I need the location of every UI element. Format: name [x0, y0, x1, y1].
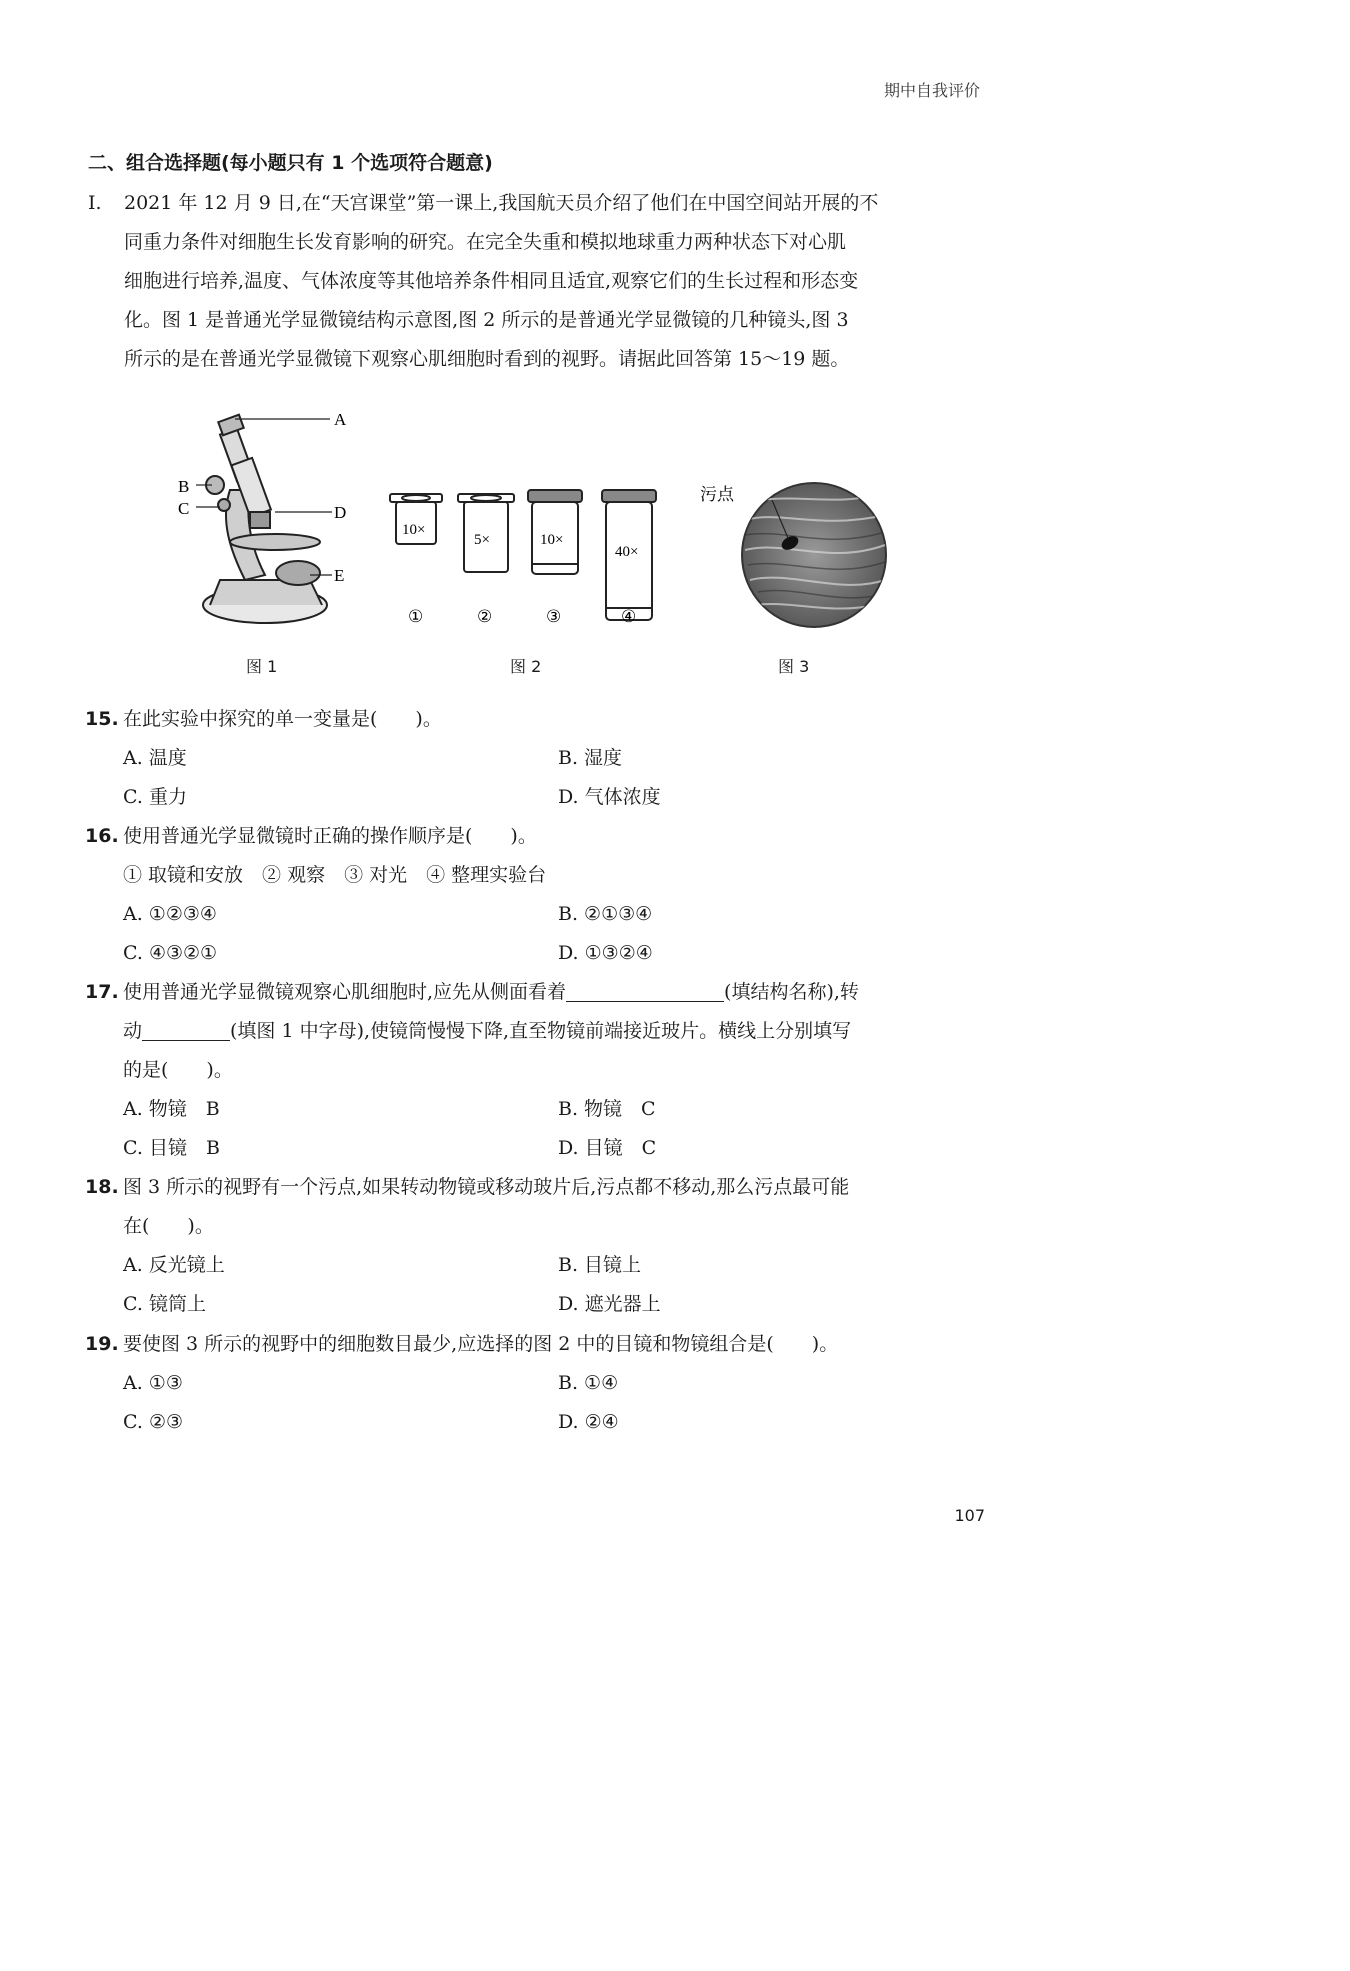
figure-1-caption: 图 1: [246, 657, 278, 676]
question-stem: 在此实验中探究的单一变量是( )。: [123, 708, 442, 730]
figure-3-caption: 图 3: [778, 657, 810, 676]
question-stem: 使用普通光学显微镜观察心肌细胞时,应先从侧面看着: [123, 981, 567, 1003]
option-c[interactable]: C. ④③②①: [123, 942, 218, 964]
lens-3-number: ③: [546, 607, 562, 627]
label-a: A: [334, 410, 347, 429]
option-c[interactable]: C. 目镜 B: [123, 1137, 220, 1159]
question-stem: 在( )。: [123, 1215, 214, 1237]
option-a[interactable]: A. 温度: [123, 747, 187, 769]
question-number: 17.: [85, 981, 119, 1003]
question-stem: 使用普通光学显微镜时正确的操作顺序是( )。: [123, 825, 537, 847]
question-16: [85, 817, 985, 973]
options-row: [85, 778, 985, 817]
field-of-view: [742, 483, 886, 627]
question-stem: 的是( )。: [123, 1059, 233, 1081]
intro-line: 化。图 1 是普通光学显微镜结构示意图,图 2 所示的是普通光学显微镜的几种镜头,图 3: [124, 309, 849, 331]
options-row: [85, 1246, 985, 1285]
question-18: [85, 1168, 985, 1324]
option-c[interactable]: C. 重力: [123, 786, 187, 808]
label-d: D: [334, 503, 347, 522]
question-stem: (填图 1 中字母),使镜筒慢慢下降,直至物镜前端接近玻片。横线上分别填写: [230, 1020, 852, 1042]
options-row: [85, 1090, 985, 1129]
options-row: [85, 739, 985, 778]
step-list: ① 取镜和安放 ② 观察 ③ 对光 ④ 整理实验台: [123, 864, 547, 886]
roman-numeral: Ⅰ.: [88, 192, 102, 214]
options-row: [85, 1403, 985, 1442]
option-d[interactable]: D. 遮光器上: [558, 1293, 661, 1315]
stain-label: 污点: [700, 485, 734, 505]
option-b[interactable]: B. 物镜 C: [558, 1098, 656, 1120]
lens-2-number: ②: [477, 607, 493, 627]
option-a[interactable]: A. ①②③④: [123, 903, 217, 925]
option-d[interactable]: D. ②④: [558, 1411, 619, 1433]
microscope-illustration: [203, 415, 327, 623]
option-b[interactable]: B. ①④: [558, 1372, 619, 1394]
question-stem: 动: [123, 1020, 143, 1042]
lens-4-mag: 40×: [615, 544, 639, 560]
question-number: 19.: [85, 1333, 119, 1355]
question-stem: (填结构名称),转: [724, 981, 859, 1003]
section-title: 二、组合选择题(每小题只有 1 个选项符合题意): [88, 152, 493, 174]
option-c[interactable]: C. 镜筒上: [123, 1293, 206, 1315]
answer-blank[interactable]: [566, 979, 724, 1002]
option-a[interactable]: A. ①③: [123, 1372, 183, 1394]
question-15: [85, 700, 985, 817]
label-e: E: [334, 566, 345, 585]
options-row: [85, 895, 985, 934]
intro-line: 2021 年 12 月 9 日,在“天宫课堂”第一课上,我国航天员介绍了他们在中国空间站开展的不: [124, 192, 879, 214]
option-c[interactable]: C. ②③: [123, 1411, 184, 1433]
question-stem: 图 3 所示的视野有一个污点,如果转动物镜或移动玻片后,污点都不移动,那么污点最可能: [123, 1176, 850, 1198]
option-a[interactable]: A. 物镜 B: [123, 1098, 220, 1120]
label-c: C: [178, 499, 190, 518]
question-19: [85, 1325, 985, 1442]
options-row: [85, 934, 985, 973]
intro-line: 同重力条件对细胞生长发育影响的研究。在完全失重和模拟地球重力两种状态下对心肌: [124, 231, 847, 253]
figures-svg: [160, 400, 920, 680]
question-number: 15.: [85, 708, 119, 730]
lens-1-mag: 10×: [402, 522, 426, 538]
question-number: 16.: [85, 825, 119, 847]
option-a[interactable]: A. 反光镜上: [123, 1254, 225, 1276]
option-b[interactable]: B. 目镜上: [558, 1254, 642, 1276]
lens-2-mag: 5×: [474, 532, 490, 548]
lens-4-number: ④: [621, 607, 637, 627]
lens-1-number: ①: [408, 607, 424, 627]
options-row: [85, 1364, 985, 1403]
question-17: [85, 973, 985, 1168]
figure-2-caption: 图 2: [510, 657, 542, 676]
option-b[interactable]: B. 湿度: [558, 747, 623, 769]
running-header: 期中自我评价: [883, 81, 980, 100]
intro-line: 细胞进行培养,温度、气体浓度等其他培养条件相同且适宜,观察它们的生长过程和形态变: [124, 270, 859, 292]
page-number: 107: [954, 1506, 985, 1525]
intro-paragraph: [88, 184, 983, 379]
label-b: B: [178, 477, 190, 496]
option-d[interactable]: D. 气体浓度: [558, 786, 661, 808]
options-row: [85, 1285, 985, 1324]
option-d[interactable]: D. 目镜 C: [558, 1137, 657, 1159]
lens-3-mag: 10×: [540, 532, 564, 548]
option-b[interactable]: B. ②①③④: [558, 903, 653, 925]
question-number: 18.: [85, 1176, 119, 1198]
options-row: [85, 1129, 985, 1168]
intro-line: 所示的是在普通光学显微镜下观察心肌细胞时看到的视野。请据此回答第 15～19 题。: [124, 348, 850, 370]
figures-row: [160, 400, 920, 680]
question-stem: 要使图 3 所示的视野中的细胞数目最少,应选择的图 2 中的目镜和物镜组合是( )。: [123, 1333, 839, 1355]
answer-blank[interactable]: [142, 1018, 230, 1041]
option-d[interactable]: D. ①③②④: [558, 942, 653, 964]
